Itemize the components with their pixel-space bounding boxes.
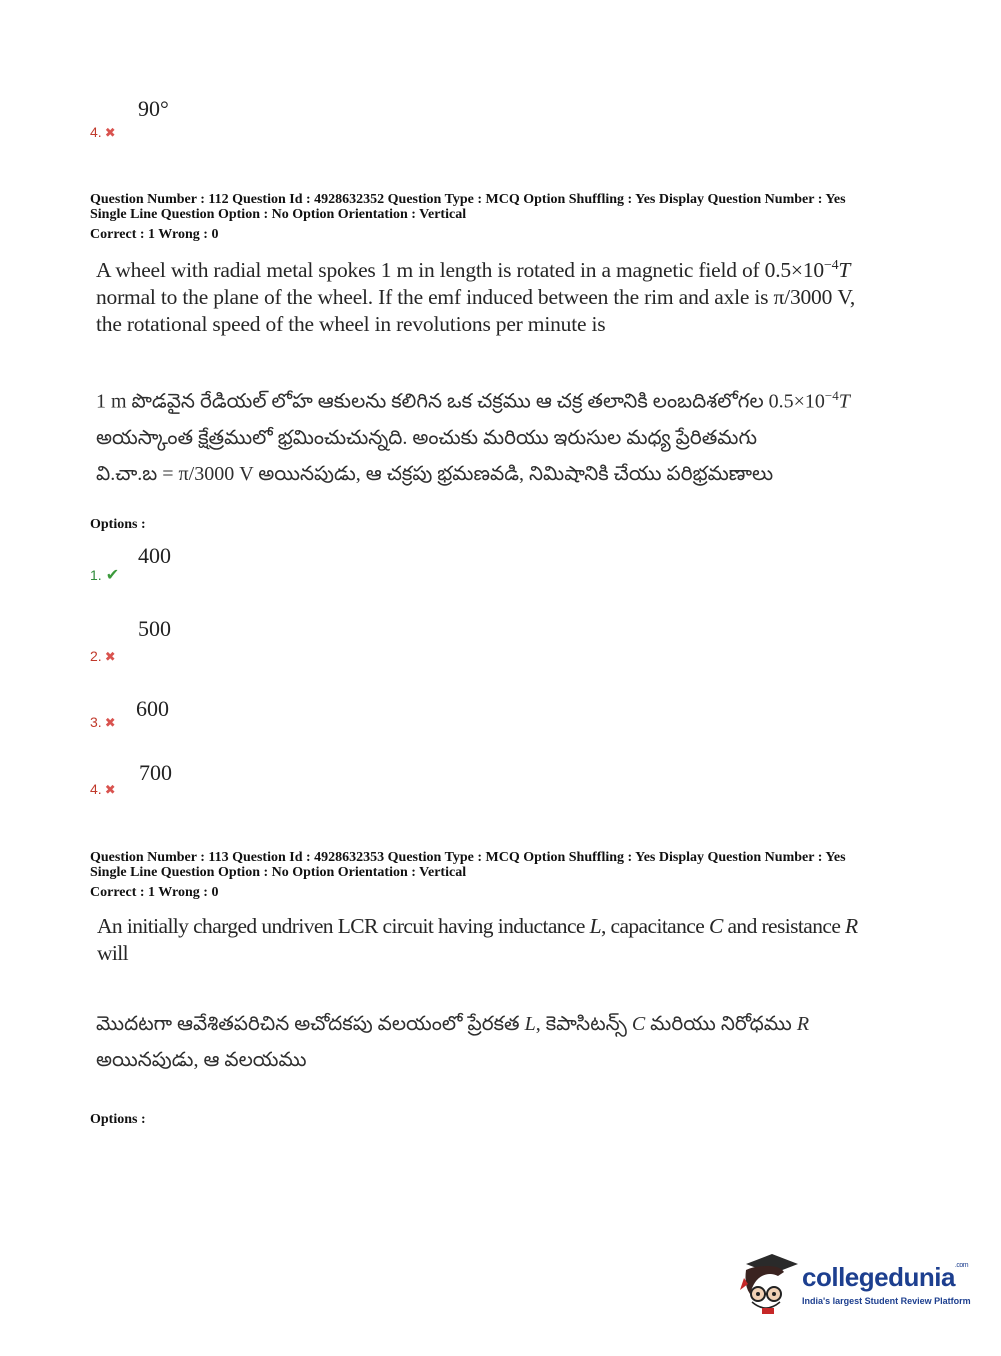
q113-te-text-c: మరియు నిరోధము: [645, 1013, 797, 1035]
q112-option-3: [90, 714, 116, 731]
cross-icon: ✖: [104, 125, 116, 140]
q113-english-text: [97, 913, 897, 967]
q113-te-symbol-c: C: [631, 1013, 646, 1035]
q112-te-line1: [96, 378, 896, 420]
option-number: 1.: [90, 567, 102, 583]
mascot-icon: [740, 1250, 800, 1316]
prev-option-4-value: 90°: [138, 96, 169, 121]
q112-en-unit: T: [838, 258, 851, 283]
q113-en-line2: will: [97, 941, 129, 965]
q112-option-4-value: 700: [139, 760, 172, 785]
q113-options-label: Options :: [90, 1112, 146, 1127]
q112-en-line2: normal to the plane of the wheel. If the emf induced between the rim and axle is π/3000 V,: [96, 285, 856, 310]
option-number: 3.: [90, 714, 102, 730]
q113-te-line1: [96, 1006, 896, 1042]
q113-te-symbol-r: R: [796, 1013, 810, 1035]
cross-icon: ✖: [104, 782, 116, 797]
q113-en-symbol-l: L: [589, 914, 601, 938]
q113-te-symbol-l: L: [524, 1013, 536, 1035]
collegedunia-logo: [740, 1250, 970, 1320]
brand-name: [802, 1262, 968, 1293]
q113-te-text-a: మొదటగా ఆవేశితపరిచిన అచోదకపు వలయంలో ప్రేరకత: [96, 1013, 525, 1035]
q113-meta-line3: Correct : 1 Wrong : 0: [90, 885, 219, 900]
q112-option-1: [90, 565, 119, 585]
q113-meta-line1: Question Number : 113 Question Id : 4928632353 Question Type : MCQ Option Shuffling : Yes Display Question Number : Yes: [90, 850, 846, 865]
brand-text: collegedunia: [802, 1262, 955, 1292]
q112-meta-line3: Correct : 1 Wrong : 0: [90, 227, 219, 242]
q113-te-line2: అయినపుడు, ఆ వలయము: [96, 1049, 307, 1071]
brand-tagline: India's largest Student Review Platform: [802, 1296, 971, 1306]
q112-options-label: Options :: [90, 517, 146, 532]
q112-telugu-text: [96, 378, 896, 492]
q112-option-2-value: 500: [138, 616, 171, 641]
cross-icon: ✖: [104, 649, 116, 664]
q112-te-line1-text: 1 m పొడవైన రేడియల్ లోహ ఆకులను కలిగిన ఒక చక్రము ఆ చక్ర తలానికి లంబదిశలోగల 0.5×10: [96, 390, 825, 413]
q112-option-4: [90, 781, 116, 798]
q112-en-line3: the rotational speed of the wheel in revolutions per minute is: [96, 312, 606, 337]
cross-icon: ✖: [104, 715, 116, 730]
q112-te-unit: T: [838, 390, 850, 413]
q112-en-line1-text: A wheel with radial metal spokes 1 m in length is rotated in a magnetic field of 0.5×10: [96, 258, 824, 283]
option-number: 2.: [90, 648, 102, 664]
q113-en-text-b: , capacitance: [600, 914, 709, 938]
q113-en-text-a: An initially charged undriven LCR circuit having inductance: [97, 914, 590, 938]
q112-en-exponent: −4: [823, 258, 839, 273]
q112-te-line3: వి.చా.బ = π/3000 V అయినపుడు, ఆ చక్రపు భ్రమణవడి, నిమిషానికి చేయు పరిభ్రమణాలు: [96, 462, 774, 485]
brand-suffix: .com: [954, 1262, 969, 1269]
q113-en-symbol-r: R: [845, 914, 858, 938]
option-number: 4.: [90, 124, 102, 140]
q112-te-line2: అయస్కాంత క్షేత్రములో భ్రమించుచున్నది. అంచుకు మరియు ఇరుసుల మధ్య ప్రేరితమగు: [96, 426, 758, 449]
q112-meta-line1: Question Number : 112 Question Id : 4928632352 Question Type : MCQ Option Shuffling : Yes Display Question Number : Yes: [90, 192, 846, 207]
check-icon: ✔: [105, 567, 120, 584]
q113-en-symbol-c: C: [708, 914, 723, 938]
q113-en-text-c: and resistance: [722, 914, 846, 938]
option-number: 4.: [90, 781, 102, 797]
q113-en-line1: [97, 913, 897, 940]
prev-option-4: [90, 124, 116, 141]
q113-te-text-b: , కెపాసిటన్స్: [535, 1013, 632, 1035]
q113-telugu-text: [96, 1006, 896, 1078]
q112-option-3-value: 600: [136, 696, 169, 721]
q112-option-2: [90, 648, 116, 665]
q113-meta-line2: Single Line Question Option : No Option Orientation : Vertical: [90, 865, 467, 880]
q112-meta-line2: Single Line Question Option : No Option Orientation : Vertical: [90, 207, 467, 222]
q112-te-exponent: −4: [824, 388, 839, 403]
q112-en-line1: [96, 252, 896, 284]
q112-english-text: [96, 252, 896, 338]
q112-option-1-value: 400: [138, 543, 171, 568]
